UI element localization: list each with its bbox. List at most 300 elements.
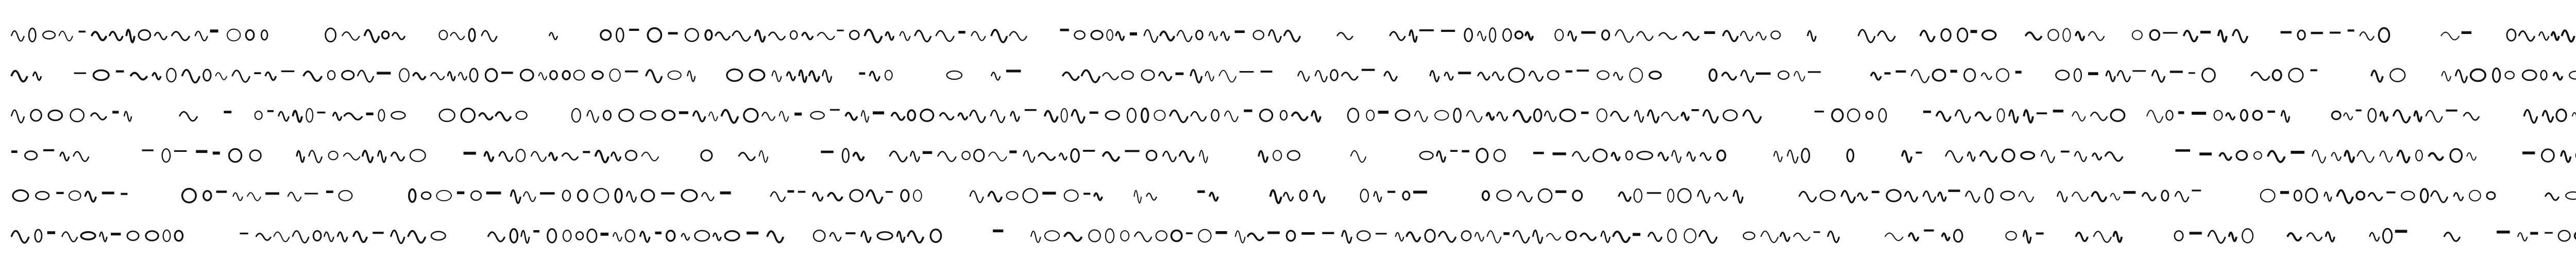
printed-glyph-mark	[2048, 29, 2058, 40]
printed-glyph-mark	[970, 191, 984, 202]
printed-glyph-mark	[619, 110, 634, 121]
printed-glyph-mark	[2199, 152, 2212, 155]
printed-glyph-mark	[705, 30, 712, 40]
printed-glyph-mark	[1130, 32, 1137, 36]
printed-glyph-mark	[1179, 151, 1194, 162]
printed-glyph-mark	[1445, 73, 1453, 80]
printed-glyph-mark	[1872, 191, 1879, 194]
printed-glyph-mark	[2462, 31, 2472, 34]
printed-glyph-mark	[2175, 149, 2190, 152]
printed-glyph-mark	[2006, 232, 2016, 240]
printed-glyph-mark	[1709, 70, 1717, 81]
printed-glyph-mark	[309, 150, 322, 162]
printed-glyph-mark	[1614, 73, 1623, 80]
printed-glyph-mark	[861, 111, 869, 123]
printed-glyph-mark	[947, 71, 962, 79]
printed-glyph-mark	[1196, 30, 1203, 39]
printed-glyph-mark	[739, 153, 755, 161]
printed-glyph-mark	[1462, 231, 1471, 241]
printed-glyph-mark	[1533, 230, 1543, 243]
printed-glyph-mark	[1793, 233, 1810, 240]
printed-glyph-mark	[2289, 68, 2303, 82]
printed-glyph-mark	[1794, 72, 1805, 81]
printed-glyph-mark	[2105, 152, 2123, 161]
printed-glyph-mark	[1342, 231, 1352, 243]
printed-glyph-mark	[382, 31, 389, 39]
printed-glyph-mark	[1300, 190, 1307, 201]
printed-glyph-mark	[29, 28, 36, 42]
printed-glyph-mark	[204, 191, 211, 200]
printed-glyph-mark	[2543, 111, 2553, 122]
printed-glyph-mark	[25, 151, 37, 160]
printed-glyph-mark	[962, 151, 970, 160]
printed-glyph-mark	[162, 149, 170, 162]
printed-glyph-mark	[293, 111, 302, 122]
printed-glyph-mark	[2307, 233, 2323, 241]
printed-glyph-mark	[1337, 32, 1353, 39]
printed-glyph-mark	[648, 28, 661, 42]
printed-glyph-mark	[2357, 151, 2374, 162]
printed-glyph-mark	[940, 113, 954, 119]
printed-glyph-mark	[1572, 152, 1589, 162]
printed-glyph-mark	[2444, 233, 2460, 241]
printed-glyph-mark	[116, 71, 124, 73]
printed-glyph-mark	[261, 30, 267, 40]
printed-glyph-mark	[1942, 233, 1950, 240]
printed-glyph-mark	[1566, 71, 1572, 73]
printed-glyph-mark	[1025, 109, 1037, 111]
printed-glyph-mark	[2426, 111, 2443, 122]
printed-glyph-mark	[421, 192, 431, 199]
printed-glyph-mark	[43, 149, 54, 151]
printed-glyph-mark	[1756, 73, 1771, 75]
printed-glyph-mark	[668, 32, 678, 34]
printed-glyph-mark	[641, 190, 654, 202]
printed-glyph-mark	[549, 153, 557, 161]
printed-glyph-mark	[2562, 30, 2574, 42]
printed-glyph-mark	[991, 30, 1007, 42]
printed-glyph-mark	[732, 31, 750, 41]
printed-glyph-mark	[1420, 151, 1433, 159]
printed-glyph-mark	[362, 151, 372, 163]
printed-glyph-mark	[1009, 32, 1027, 41]
printed-glyph-mark	[288, 193, 301, 201]
printed-glyph-mark	[152, 73, 161, 80]
printed-glyph-mark	[501, 72, 513, 74]
printed-glyph-mark	[2273, 70, 2281, 80]
printed-glyph-mark	[908, 231, 924, 242]
printed-glyph-mark	[685, 29, 698, 42]
printed-glyph-mark	[1361, 189, 1368, 202]
printed-glyph-mark	[1312, 111, 1320, 122]
printed-glyph-mark	[2076, 233, 2088, 241]
printed-glyph-mark	[391, 152, 404, 161]
printed-glyph-mark	[2522, 70, 2536, 80]
printed-glyph-mark	[1997, 109, 2005, 121]
printed-glyph-mark	[2254, 152, 2262, 160]
printed-glyph-mark	[1475, 233, 1484, 241]
printed-glyph-mark	[1315, 71, 1327, 82]
printed-glyph-mark	[1820, 190, 1835, 200]
printed-glyph-mark	[353, 232, 367, 242]
printed-glyph-mark	[1419, 29, 1434, 31]
printed-glyph-mark	[2061, 151, 2070, 153]
printed-glyph-mark	[485, 69, 497, 81]
printed-glyph-mark	[2009, 110, 2018, 123]
printed-glyph-mark	[2236, 151, 2247, 160]
printed-glyph-mark	[174, 150, 187, 152]
printed-glyph-mark	[1687, 152, 1696, 161]
printed-glyph-mark	[539, 73, 547, 80]
printed-glyph-mark	[2380, 112, 2388, 121]
printed-glyph-mark	[771, 192, 786, 202]
printed-glyph-mark	[2219, 153, 2232, 160]
printed-glyph-mark	[11, 150, 18, 153]
printed-glyph-mark	[1023, 189, 1038, 203]
printed-glyph-mark	[2348, 29, 2354, 31]
printed-glyph-mark	[2380, 151, 2392, 162]
printed-glyph-mark	[1487, 231, 1501, 242]
printed-glyph-mark	[216, 190, 227, 193]
printed-glyph-mark	[701, 150, 712, 161]
printed-glyph-mark	[521, 70, 534, 81]
printed-glyph-mark	[92, 32, 107, 40]
printed-glyph-mark	[1497, 112, 1507, 120]
printed-glyph-mark	[615, 189, 622, 202]
printed-glyph-mark	[333, 112, 342, 120]
printed-glyph-mark	[861, 231, 871, 242]
printed-glyph-mark	[175, 231, 182, 241]
printed-glyph-mark	[2267, 111, 2275, 113]
printed-glyph-mark	[596, 151, 608, 163]
printed-glyph-mark	[1362, 69, 1375, 71]
printed-glyph-mark	[1146, 150, 1156, 160]
printed-glyph-mark	[31, 110, 42, 121]
printed-glyph-mark	[2111, 110, 2125, 121]
printed-glyph-mark	[865, 30, 882, 43]
printed-glyph-mark	[279, 112, 289, 121]
printed-glyph-mark	[989, 152, 1007, 161]
printed-glyph-mark	[2332, 111, 2341, 119]
printed-glyph-mark	[727, 70, 742, 81]
printed-glyph-mark	[213, 151, 220, 154]
printed-glyph-mark	[2226, 113, 2235, 120]
printed-glyph-mark	[1672, 150, 1681, 162]
printed-glyph-mark	[94, 71, 109, 80]
printed-glyph-mark	[1235, 231, 1245, 242]
printed-glyph-mark	[2561, 151, 2571, 162]
printed-glyph-mark	[2025, 32, 2042, 40]
printed-glyph-mark	[2166, 111, 2173, 120]
printed-glyph-mark	[2505, 72, 2514, 79]
printed-glyph-mark	[641, 152, 658, 161]
printed-glyph-mark	[563, 230, 571, 241]
printed-glyph-mark	[2572, 113, 2576, 120]
printed-glyph-mark	[1106, 111, 1119, 120]
printed-glyph-mark	[2092, 153, 2102, 160]
printed-glyph-mark	[1611, 112, 1629, 121]
printed-glyph-mark	[1828, 231, 1839, 242]
printed-glyph-mark	[2089, 32, 2105, 41]
printed-glyph-mark	[687, 71, 695, 82]
printed-glyph-mark	[329, 151, 338, 160]
printed-glyph-mark	[2214, 111, 2223, 120]
printed-glyph-mark	[2170, 71, 2183, 73]
printed-glyph-mark	[2037, 112, 2047, 114]
printed-glyph-mark	[1497, 190, 1511, 201]
printed-glyph-mark	[2132, 70, 2146, 72]
printed-glyph-mark	[2421, 189, 2428, 202]
printed-glyph-mark	[2208, 231, 2226, 243]
printed-glyph-mark	[1637, 32, 1653, 41]
printed-glyph-mark	[1286, 231, 1295, 241]
printed-glyph-mark	[2150, 30, 2159, 40]
printed-glyph-mark	[702, 193, 714, 201]
printed-glyph-mark	[1601, 231, 1610, 242]
printed-glyph-mark	[574, 71, 584, 80]
printed-glyph-mark	[1832, 109, 1843, 121]
printed-glyph-mark	[1723, 110, 1737, 121]
printed-glyph-mark	[1597, 109, 1607, 122]
printed-glyph-mark	[139, 30, 150, 40]
printed-glyph-mark	[974, 150, 984, 162]
printed-glyph-mark	[1465, 29, 1472, 42]
printed-glyph-mark	[2369, 233, 2379, 241]
printed-glyph-mark	[1515, 31, 1522, 39]
printed-glyph-mark	[2202, 68, 2215, 82]
printed-glyph-mark	[755, 30, 765, 42]
printed-glyph-mark	[2379, 28, 2389, 42]
printed-glyph-mark	[1924, 230, 1934, 232]
printed-glyph-mark	[787, 190, 794, 193]
printed-glyph-mark	[1858, 30, 1875, 43]
printed-glyph-mark	[1887, 190, 1901, 201]
printed-glyph-mark	[1134, 232, 1151, 242]
printed-glyph-mark	[2368, 193, 2382, 201]
printed-glyph-mark	[1703, 110, 1718, 123]
printed-glyph-mark	[1633, 233, 1640, 236]
printed-glyph-mark	[342, 71, 354, 79]
printed-glyph-mark	[1081, 70, 1099, 82]
printed-glyph-mark	[1351, 151, 1366, 162]
printed-glyph-mark	[2076, 32, 2084, 41]
printed-glyph-mark	[1478, 73, 1489, 80]
printed-glyph-mark	[779, 111, 789, 121]
printed-glyph-mark	[750, 70, 765, 80]
printed-glyph-mark	[344, 113, 363, 120]
printed-glyph-mark	[1635, 111, 1643, 122]
printed-glyph-mark	[1814, 231, 1820, 233]
printed-glyph-mark	[2507, 29, 2516, 41]
printed-glyph-mark	[1684, 229, 1696, 243]
printed-glyph-mark	[1637, 151, 1653, 159]
printed-glyph-mark	[167, 68, 176, 82]
printed-glyph-mark	[1146, 193, 1157, 200]
printed-glyph-mark	[233, 193, 243, 201]
printed-glyph-mark	[1799, 192, 1816, 201]
printed-glyph-mark	[563, 190, 570, 201]
printed-glyph-mark	[11, 71, 27, 82]
printed-glyph-mark	[1071, 149, 1079, 162]
printed-glyph-mark	[1936, 112, 1951, 121]
printed-glyph-mark	[531, 152, 546, 162]
printed-glyph-mark	[1668, 189, 1674, 202]
printed-glyph-mark	[1581, 112, 1589, 114]
printed-glyph-mark	[1958, 28, 1968, 42]
printed-glyph-mark	[255, 111, 262, 119]
printed-glyph-mark	[1083, 150, 1095, 152]
printed-glyph-mark	[1454, 109, 1461, 123]
printed-glyph-mark	[626, 192, 636, 202]
printed-glyph-mark	[1722, 73, 1736, 80]
printed-glyph-mark	[2110, 193, 2120, 200]
printed-glyph-mark	[1009, 150, 1016, 153]
printed-glyph-mark	[1954, 230, 1962, 242]
printed-glyph-mark	[759, 151, 768, 162]
printed-glyph-mark	[112, 111, 118, 113]
printed-glyph-mark	[1156, 231, 1167, 240]
printed-glyph-mark	[1529, 72, 1543, 81]
printed-glyph-mark	[2355, 110, 2361, 112]
printed-glyph-mark	[802, 33, 813, 40]
printed-glyph-mark	[521, 231, 530, 243]
printed-glyph-mark	[2558, 231, 2570, 241]
printed-glyph-mark	[2524, 110, 2537, 123]
printed-glyph-mark	[1682, 113, 1689, 120]
printed-glyph-mark	[1778, 71, 1789, 79]
printed-glyph-mark	[1580, 233, 1596, 240]
printed-glyph-mark	[482, 31, 497, 42]
printed-glyph-mark	[2074, 69, 2081, 82]
printed-glyph-mark	[195, 31, 208, 41]
printed-glyph-mark	[1177, 30, 1192, 42]
printed-glyph-mark	[2036, 233, 2044, 235]
printed-glyph-mark	[679, 111, 688, 114]
printed-glyph-mark	[326, 28, 336, 42]
printed-glyph-mark	[2324, 192, 2331, 201]
printed-glyph-mark	[1172, 231, 1182, 241]
printed-glyph-mark	[2162, 190, 2168, 201]
printed-glyph-mark	[1425, 230, 1435, 242]
printed-glyph-mark	[2192, 112, 2206, 115]
printed-glyph-mark	[991, 73, 1000, 80]
printed-glyph-mark	[1857, 193, 1867, 200]
printed-glyph-mark	[2414, 111, 2421, 121]
printed-glyph-mark	[2416, 150, 2422, 161]
printed-glyph-mark	[439, 30, 448, 40]
printed-glyph-mark	[971, 31, 985, 40]
printed-glyph-mark	[885, 71, 892, 80]
printed-glyph-mark	[1815, 111, 1824, 113]
printed-glyph-mark	[378, 151, 386, 162]
printed-glyph-mark	[1450, 150, 1458, 152]
printed-glyph-mark	[1467, 111, 1482, 122]
printed-glyph-mark	[901, 190, 909, 201]
printed-glyph-mark	[693, 111, 705, 121]
printed-glyph-mark	[1699, 231, 1717, 243]
printed-glyph-mark	[366, 113, 374, 115]
printed-glyph-mark	[1198, 230, 1211, 242]
printed-glyph-mark	[2530, 232, 2538, 235]
printed-glyph-mark	[1923, 192, 1936, 202]
printed-glyph-mark	[267, 110, 274, 112]
printed-glyph-mark	[809, 71, 820, 81]
printed-glyph-mark	[1011, 112, 1020, 121]
printed-glyph-mark	[1553, 152, 1566, 155]
printed-glyph-mark	[2261, 189, 2275, 202]
printed-glyph-mark	[2123, 191, 2136, 194]
printed-glyph-mark	[516, 149, 525, 162]
printed-glyph-mark	[1094, 193, 1102, 200]
printed-glyph-mark	[1841, 191, 1855, 203]
printed-glyph-mark	[1982, 30, 1996, 40]
printed-glyph-mark	[1089, 230, 1100, 242]
printed-glyph-mark	[2152, 71, 2165, 82]
printed-glyph-mark	[1691, 109, 1699, 111]
printed-glyph-mark	[2311, 32, 2323, 34]
printed-glyph-mark	[439, 109, 455, 121]
printed-glyph-mark	[1396, 110, 1410, 120]
printed-glyph-mark	[127, 231, 139, 240]
printed-glyph-mark	[1951, 70, 1957, 73]
printed-glyph-mark	[1938, 193, 1946, 201]
printed-glyph-mark	[2294, 190, 2301, 201]
printed-glyph-mark	[1648, 233, 1662, 241]
printed-glyph-mark	[837, 30, 843, 31]
printed-glyph-mark	[293, 231, 309, 243]
printed-glyph-mark	[921, 110, 934, 121]
printed-glyph-mark	[69, 191, 81, 200]
printed-glyph-mark	[2539, 32, 2549, 40]
printed-glyph-mark	[56, 192, 63, 194]
printed-glyph-mark	[1878, 31, 1895, 41]
printed-glyph-mark	[85, 192, 96, 202]
printed-glyph-mark	[1743, 232, 1755, 239]
printed-glyph-mark	[339, 190, 352, 201]
printed-glyph-mark	[625, 71, 638, 73]
printed-glyph-mark	[2344, 113, 2352, 119]
printed-glyph-mark	[1743, 110, 1761, 123]
printed-glyph-mark	[1612, 152, 1620, 160]
printed-glyph-mark	[60, 152, 69, 161]
printed-glyph-mark	[479, 113, 493, 120]
printed-glyph-mark	[1235, 30, 1245, 33]
printed-glyph-mark	[859, 73, 865, 75]
printed-glyph-mark	[1662, 112, 1679, 120]
printed-glyph-mark	[910, 151, 920, 162]
printed-glyph-mark	[625, 230, 635, 241]
printed-glyph-mark	[1225, 111, 1238, 121]
printed-glyph-mark	[923, 151, 932, 154]
printed-glyph-mark	[2041, 150, 2055, 162]
printed-glyph-mark	[431, 232, 446, 240]
printed-glyph-mark	[1885, 233, 1903, 241]
printed-glyph-mark	[1170, 111, 1188, 123]
printed-glyph-mark	[850, 31, 859, 40]
printed-glyph-mark	[274, 232, 289, 242]
printed-glyph-mark	[240, 233, 248, 234]
printed-glyph-mark	[2287, 233, 2301, 240]
printed-glyph-mark	[126, 30, 134, 42]
printed-glyph-mark	[326, 190, 333, 193]
printed-glyph-mark	[2092, 192, 2107, 201]
printed-glyph-mark	[1142, 70, 1155, 80]
printed-glyph-mark	[1494, 150, 1505, 162]
printed-glyph-mark	[2519, 31, 2535, 41]
printed-glyph-mark	[2132, 30, 2142, 40]
printed-glyph-mark	[1348, 109, 1359, 123]
printed-glyph-mark	[867, 190, 883, 203]
